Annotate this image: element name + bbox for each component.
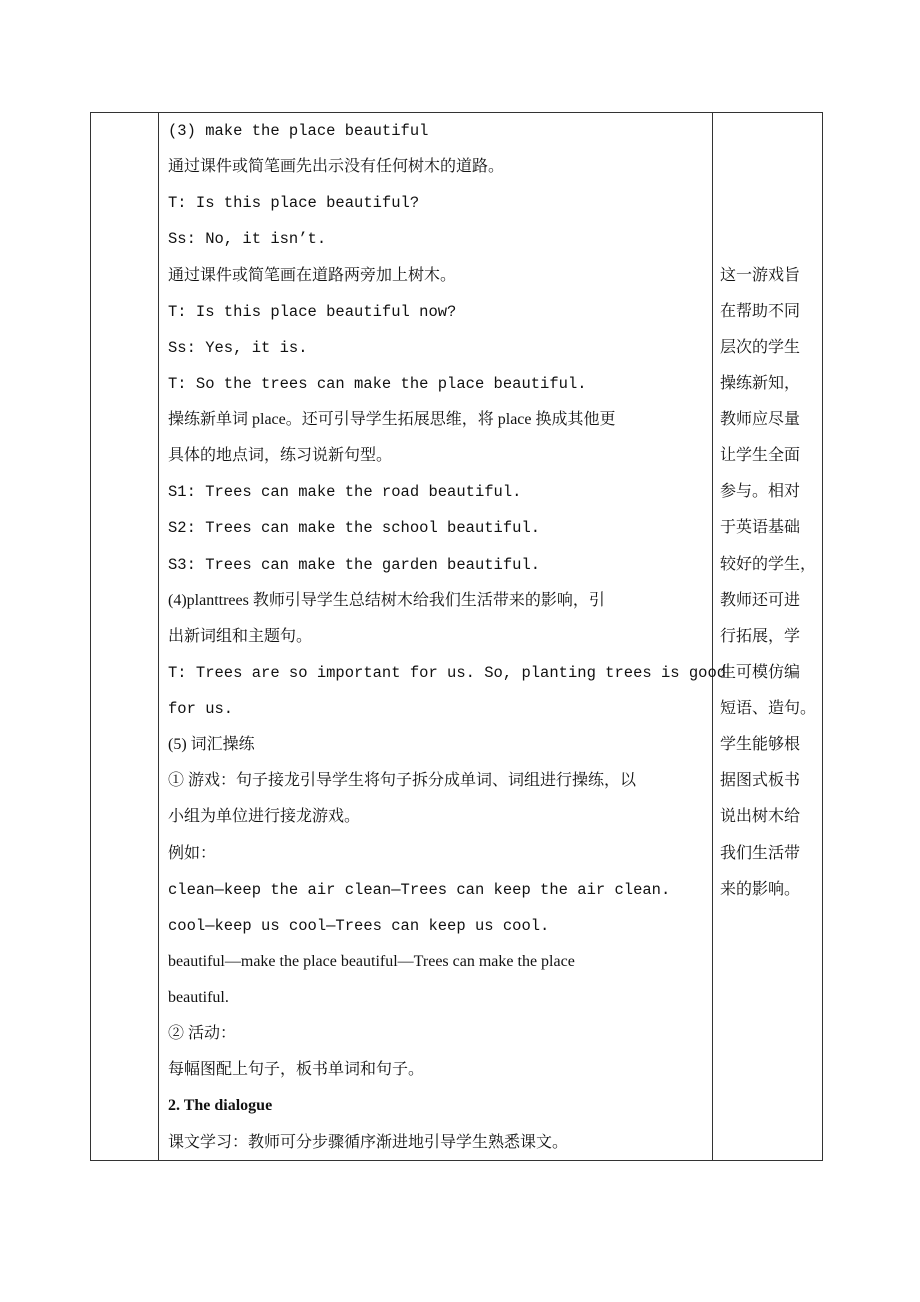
column-divider — [158, 113, 159, 1160]
procedure-line: Ss: Yes, it is. — [168, 338, 308, 357]
procedure-line: (3) make the place beautiful — [168, 122, 429, 140]
lesson-plan-table — [90, 112, 823, 1161]
column-divider — [712, 113, 713, 1160]
note-line: 在帮助不同 — [720, 302, 801, 320]
procedure-line: 每幅图配上句子，板书单词和句子。 — [168, 1061, 425, 1079]
note-line: 层次的学生 — [720, 338, 801, 356]
procedure-line: clean—keep the air clean—Trees can keep the air clean. — [168, 880, 671, 899]
procedure-line: S2: Trees can make the school beautiful. — [168, 519, 541, 538]
procedure-line: beautiful. — [168, 989, 229, 1006]
note-line: 较好的学生， — [720, 555, 817, 573]
note-line: 操练新知， — [720, 374, 801, 392]
procedure-line: for us. — [168, 700, 234, 718]
procedure-line: T: So the trees can make the place beautiful. — [168, 374, 587, 393]
procedure-line: T: Trees are so important for us. So, planting trees is good — [168, 663, 727, 682]
procedure-line: ① 游戏：句子接龙引导学生将句子拆分成单词、词组进行操练，以 — [168, 772, 637, 790]
note-line: 这一游戏旨 — [720, 266, 801, 284]
procedure-line: T: Is this place beautiful now? — [168, 302, 457, 321]
note-line: 教师应尽量 — [720, 411, 801, 429]
note-line: 让学生全面 — [720, 447, 801, 465]
procedure-line: S1: Trees can make the road beautiful. — [168, 483, 522, 502]
procedure-line: (4)planttrees 教师引导学生总结树木给我们生活带来的影响，引 — [168, 591, 605, 609]
note-line: 行拓展，学 — [720, 627, 801, 645]
note-line: 于英语基础 — [720, 519, 801, 537]
procedure-line: ② 活动： — [168, 1025, 237, 1043]
procedure-line: 出新词组和主题句。 — [168, 627, 313, 645]
note-line: 来的影响。 — [720, 880, 801, 898]
procedure-line: (5) 词汇操练 — [168, 736, 255, 754]
note-line: 生可模仿编 — [720, 663, 801, 681]
procedure-line: 操练新单词 place。还可引导学生拓展思维，将 place 换成其他更 — [168, 411, 616, 428]
note-line: 短语、造句。 — [720, 700, 817, 718]
note-line: 参与。相对 — [720, 483, 801, 501]
procedure-line: 2. The dialogue — [168, 1097, 273, 1115]
note-line: 学生能够根 — [720, 736, 801, 754]
procedure-line: T: Is this place beautiful? — [168, 194, 420, 213]
procedure-line: 具体的地点词，练习说新句型。 — [168, 447, 393, 465]
procedure-line: beautiful—make the place beautiful—Trees can make the place — [168, 952, 575, 970]
procedure-line: S3: Trees can make the garden beautiful. — [168, 555, 541, 574]
note-line: 我们生活带 — [720, 844, 801, 862]
procedure-line: 通过课件或简笔画先出示没有任何树木的道路。 — [168, 158, 505, 176]
procedure-line: 小组为单位进行接龙游戏。 — [168, 808, 361, 826]
design-notes-cell — [720, 258, 820, 908]
procedure-line: 课文学习：教师可分步骤循序渐进地引导学生熟悉课文。 — [168, 1133, 569, 1151]
procedure-line: cool—keep us cool—Trees can keep us cool. — [168, 916, 550, 935]
procedure-line: Ss: No, it isn’t. — [168, 230, 327, 249]
note-line: 说出树木给 — [720, 808, 801, 826]
note-line: 据图式板书 — [720, 772, 801, 790]
note-line: 教师还可进 — [720, 591, 801, 609]
teaching-procedure-cell — [168, 113, 727, 1161]
procedure-line: 通过课件或简笔画在道路两旁加上树木。 — [168, 266, 457, 284]
procedure-line: 例如： — [168, 844, 217, 862]
